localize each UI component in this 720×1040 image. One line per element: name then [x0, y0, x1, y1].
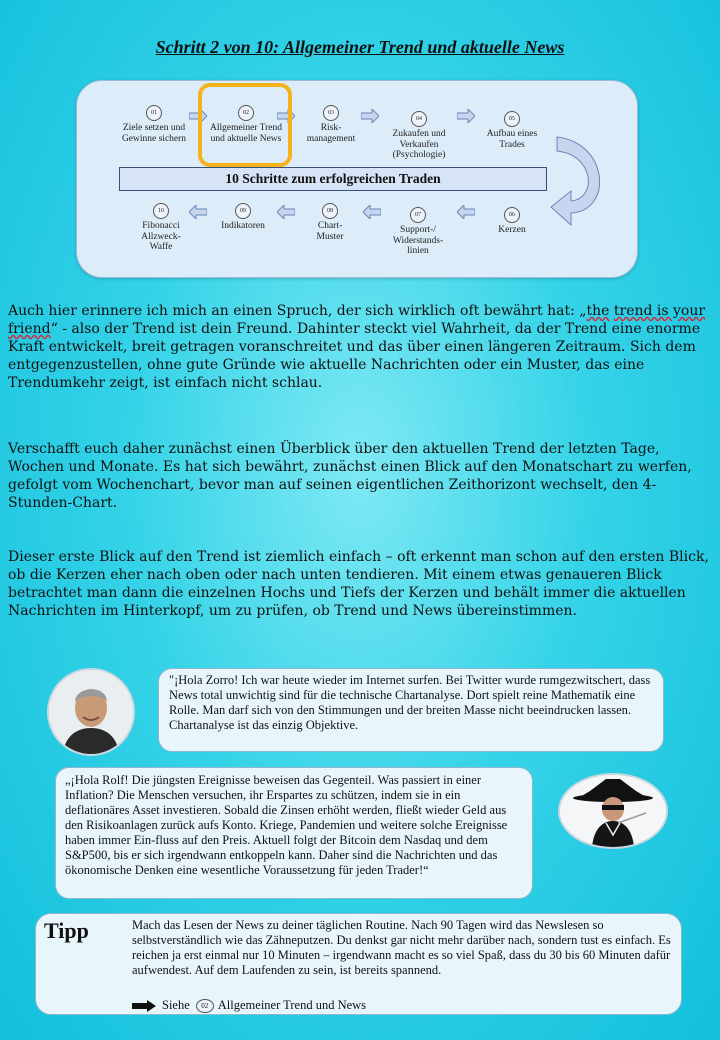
step-10: [133, 203, 189, 253]
step-label: Risk-management: [306, 123, 356, 144]
zorro-avatar: [558, 773, 668, 849]
diagram-banner: 10 Schritte zum erfolgreichen Traden: [119, 167, 547, 191]
step-label: Zukaufen und Verkaufen (Psychologie): [392, 129, 446, 160]
step-09: [211, 203, 275, 232]
step-label: Ziele setzen und Gewinne sichern: [121, 123, 187, 144]
paragraph-1: [8, 302, 713, 392]
step-label: Kerzen: [498, 225, 526, 235]
step-08: [305, 203, 355, 242]
rolf-speech-bubble: "¡Hola Zorro! Ich war heute wieder im Internet surfen. Bei Twitter wurde rumgezwitschert, dass News total unwichtig sind für die technische Chartanalyse. Dort spielt reine Mathematik eine Rolle. Man darf sich von den Stimmungen und der breiten Masse nicht beeindrucken lassen. Chartanalyse ist das einzig Objektive.: [158, 668, 664, 752]
arrow-left-icon: [277, 205, 295, 219]
see-target-link[interactable]: Allgemeiner Trend und News: [217, 998, 367, 1012]
step-label: Fibonacci Allzweck-Waffe: [141, 221, 181, 252]
see-label: Siehe: [162, 998, 190, 1012]
tip-box: [35, 913, 682, 1015]
zorro-speech-bubble: „¡Hola Rolf! Die jüngsten Ereignisse beweisen das Gegenteil. Was passiert in einer Inflation? Die Menschen versuchen, ihr Erspartes zu schützen, indem sie in ein deflationäres Asset investieren. Sobald die Zinsen erhöht werden, fließt wieder Geld aus den Risikoanlagen zurück aufs Konto. Kriege, Pandemien und weitere solche Ereignisse haben immer Ein-fluss auf den Preis. Aktuell folgt der Bitcoin dem Nasdaq und dem S&P500, bis er sich irgendwann entkoppeln kann. Daher sind die Nachrichten und das ökonomische Denken eine wesentliche Voraussetzung für jeden Trader!“: [55, 767, 533, 899]
step-label: Support-/ Widerstands-linien: [392, 225, 444, 256]
step-number: 09: [235, 203, 251, 219]
step-07: [383, 207, 453, 257]
zorro-icon: [560, 775, 666, 847]
arrow-left-icon: [457, 205, 475, 219]
step-number: 05: [504, 111, 520, 127]
tip-text: Mach das Lesen der News zu deiner täglichen Routine. Nach 90 Tagen wird das Newslesen so selbstverständlich wie das Zähneputzen. Du denkst gar nicht mehr darüber nach, sondern tust es einfach. Es reichen ja erst einmal nur 10 Minuten – irgendwann macht es so viel Spaß, dass du 30 bis 60 Minuten dafür aufwendest. Auf dem Laufenden zu sein, ist bereits spannend.: [132, 918, 671, 977]
tip-heading: Tipp: [44, 918, 89, 943]
step-06: [485, 207, 539, 236]
paragraph-3: Dieser erste Blick auf den Trend ist ziemlich einfach – oft erkennt man schon auf den ersten Blick, ob die Kerzen eher nach oben oder nach unten tendieren. Mit einem etwas genaueren Blick betrachtet man dann die einzelnen Hochs und Tiefs der Kerzen und behält immer die aktuellen Nachrichten im Hinterkopf, um zu prüfen, ob Trend und News übereinstimmen.: [8, 549, 709, 619]
step-01: [117, 105, 191, 144]
step-number: 06: [504, 207, 520, 223]
step-number: 03: [323, 105, 339, 121]
rolf-avatar: [47, 668, 135, 756]
spellcheck-phrase: trend is your friend: [8, 303, 706, 337]
person-icon: [49, 670, 133, 754]
step-03: [299, 105, 363, 144]
paragraph-text: “ - also der Trend ist dein Freund. Dahinter steckt viel Wahrheit, da der Trend eine enorme Kraft entwickelt, breit getragen voranschreitet und das über einen längeren Zeitraum. Sich dem entgegenzustellen, ohne gute Gründe wie aktuelle Nachrichten oder ein Muster, das eine Trendumkehr zeigt, ist einfach nicht schlau.: [8, 321, 701, 391]
step-label: Chart-Muster: [316, 221, 344, 242]
arrow-right-icon: [457, 109, 475, 123]
step-number: 10: [153, 203, 169, 219]
paragraph-text: Auch hier erinnere ich mich an einen Spruch, der sich wirklich oft bewährt hat: „: [8, 303, 587, 319]
step-number: 01: [146, 105, 162, 121]
step-number-badge: 02: [196, 999, 214, 1013]
step-number: 04: [411, 111, 427, 127]
ten-steps-diagram: [76, 80, 638, 278]
current-step-highlight: [198, 83, 292, 167]
arrow-right-icon: [361, 109, 379, 123]
step-label: Allgemeiner Trend und aktuelle News: [209, 123, 283, 144]
arrow-left-icon: [363, 205, 381, 219]
step-number: 08: [322, 203, 338, 219]
step-04: [377, 111, 461, 161]
tip-reference: [132, 998, 366, 1013]
page-title: Schritt 2 von 10: Allgemeiner Trend und aktuelle News: [155, 37, 565, 57]
arrow-left-icon: [189, 205, 207, 219]
step-number: 02: [238, 105, 254, 121]
curved-arrow-icon: [547, 133, 617, 229]
spellcheck-word: the: [586, 303, 610, 319]
paragraph-2: Verschafft euch daher zunächst einen Überblick über den aktuellen Trend der letzten Tage, Wochen und Monate. Es hat sich bewährt, zunächst einen Blick auf den Monatschart zu werfen, gefolgt vom Wochenchart, bevor man auf seinen eigentlichen Zeithorizont wechselt, den 4-Stunden-Chart.: [8, 441, 692, 511]
step-number: 07: [410, 207, 426, 223]
arrow-right-icon: [132, 1000, 156, 1012]
step-label: Indikatoren: [221, 221, 265, 231]
step-05: [477, 111, 547, 150]
step-label: Aufbau eines Trades: [486, 129, 538, 150]
